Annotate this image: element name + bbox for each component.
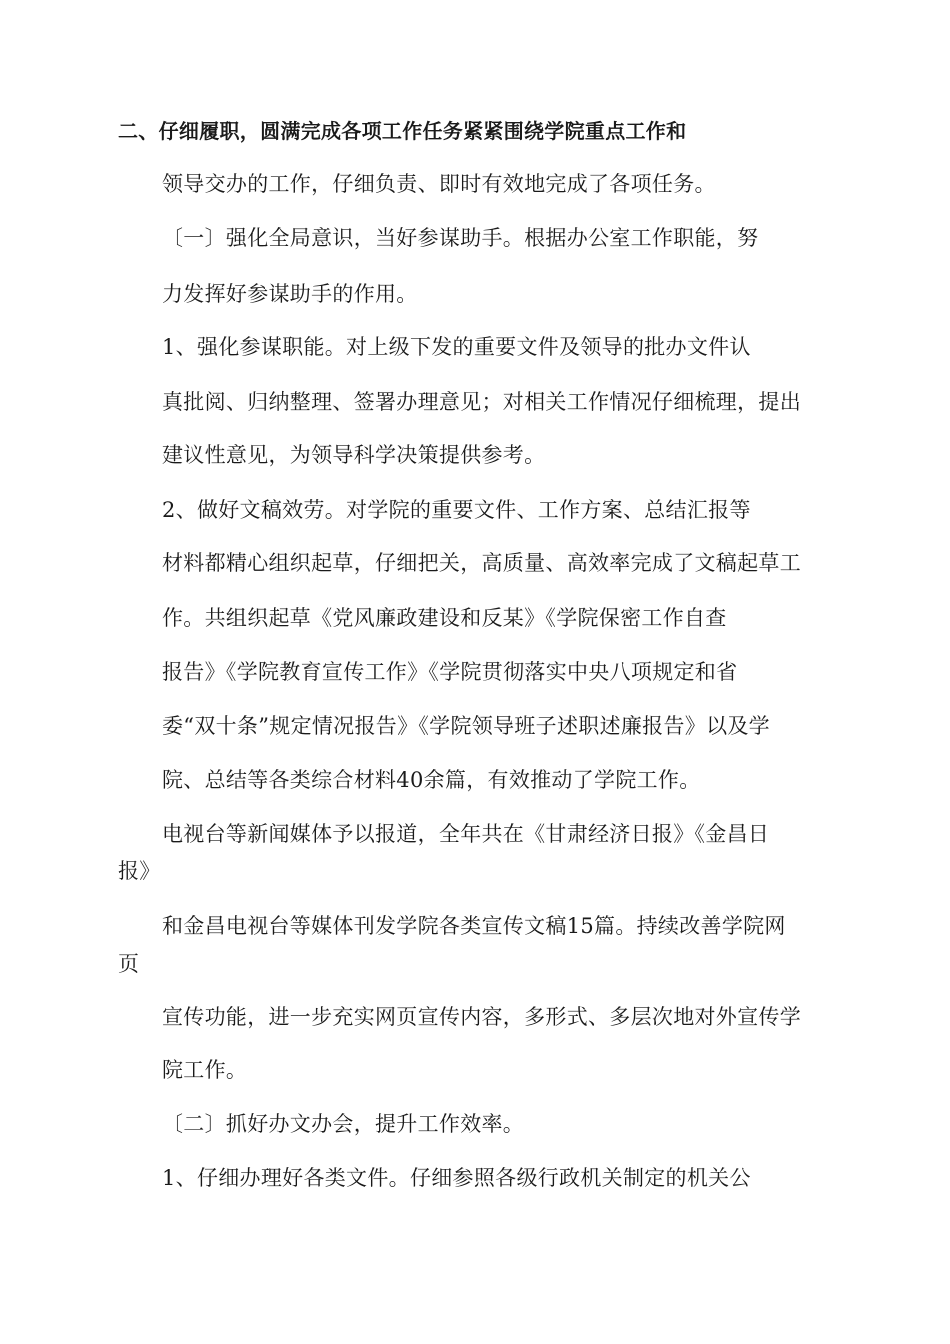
paragraph-line: 页: [118, 952, 140, 976]
section-heading: 二、仔细履职，圆满完成各项工作任务紧紧围绕学院重点工作和: [118, 119, 687, 143]
paragraph-line: 委“双十条”规定情况报告》《学院领导班子述职述廉报告》以及学: [162, 714, 770, 738]
paragraph-line: 院工作。: [162, 1058, 248, 1082]
paragraph-line: 建议性意见，为领导科学决策提供参考。: [162, 443, 546, 467]
paragraph-line: 和金昌电视台等媒体刊发学院各类宣传文稿15篇。持续改善学院网: [162, 914, 786, 938]
paragraph-line: 真批阅、归纳整理、签署办理意见；对相关工作情况仔细梳理，提出: [162, 390, 801, 414]
paragraph-line: 院、总结等各类综合材料40余篇，有效推动了学院工作。: [162, 768, 701, 792]
paragraph-line: 报告》《学院教育宣传工作》《学院贯彻落实中央八项规定和省: [162, 660, 738, 684]
paragraph-line: 材料都精心组织起草，仔细把关，高质量、高效率完成了文稿起草工: [162, 551, 801, 575]
paragraph-line: 〔一〕强化全局意识，当好参谋助手。根据办公室工作职能，努: [162, 226, 759, 250]
paragraph-line: 力发挥好参谋助手的作用。: [162, 282, 418, 306]
paragraph-line: 2、做好文稿效劳。对学院的重要文件、工作方案、总结汇报等: [162, 498, 751, 522]
paragraph-line: 〔二〕抓好办文办会，提升工作效率。: [162, 1112, 525, 1136]
paragraph-line: 宣传功能，进一步充实网页宣传内容，多形式、多层次地对外宣传学: [162, 1005, 801, 1029]
paragraph-line: 报》: [118, 859, 161, 883]
paragraph-line: 作。共组织起草《党风廉政建设和反某》《学院保密工作自查: [162, 606, 727, 630]
paragraph-line: 领导交办的工作，仔细负责、即时有效地完成了各项任务。: [162, 172, 716, 196]
paragraph-line: 1、仔细办理好各类文件。仔细参照各级行政机关制定的机关公: [162, 1166, 751, 1190]
paragraph-line: 1、强化参谋职能。对上级下发的重要文件及领导的批办文件认: [162, 335, 751, 359]
paragraph-line: 电视台等新闻媒体予以报道，全年共在《甘肃经济日报》《金昌日: [162, 822, 770, 846]
